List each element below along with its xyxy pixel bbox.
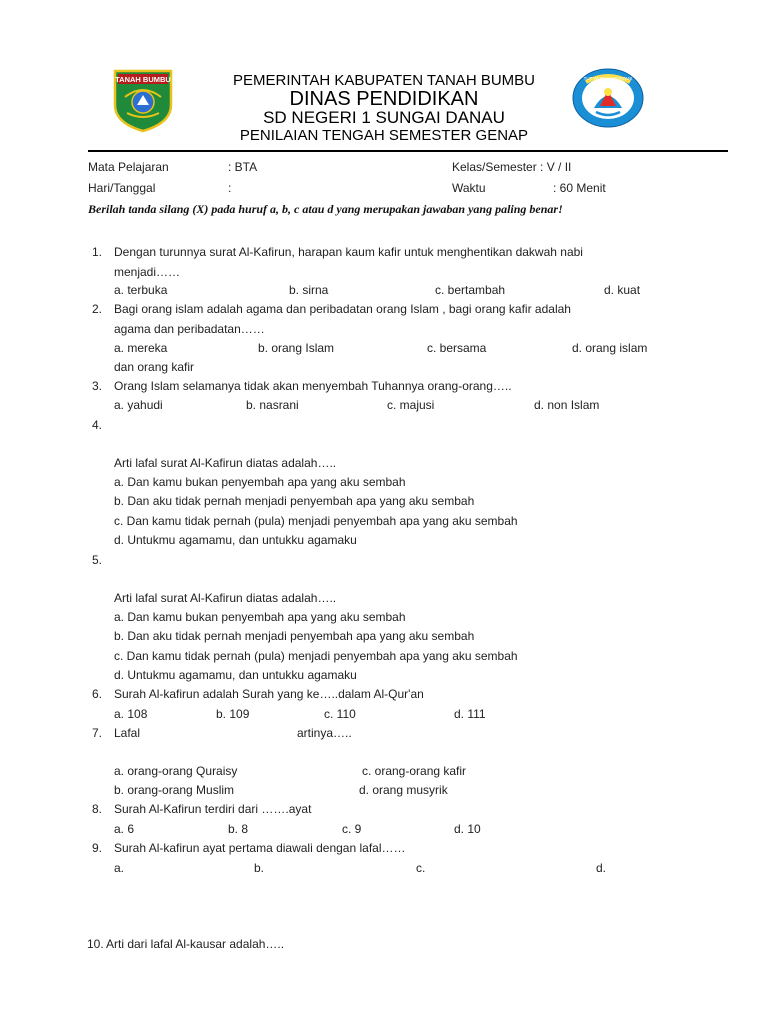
dept-title: DINAS PENDIDIKAN [289, 88, 479, 110]
q7-option-d: d. orang musyrik [359, 783, 448, 797]
gov-title: PEMERINTAH KABUPATEN TANAH BUMBU [233, 72, 535, 89]
q7-text: Lafal [114, 726, 141, 740]
q4-text: Arti lafal surat Al-Kafirun diatas adalah….. [114, 456, 337, 470]
q1-number: 1. [92, 245, 103, 259]
q6-option-a: a. 108 [114, 707, 148, 721]
time-value: : 60 Menit [553, 181, 606, 195]
q8-option-a: a. 6 [114, 822, 135, 836]
instruction: Berilah tanda silang (X) pada huruf a, b, c atau d yang merupakan jawaban yang paling benar! [88, 202, 563, 216]
school-title: SD NEGERI 1 SUNGAI DANAU [263, 108, 505, 127]
subject-label: Mata Pelajaran [88, 160, 169, 174]
q4-number: 4. [92, 418, 103, 432]
q10-number: 10. [87, 937, 104, 951]
q9-option-c: c. [416, 861, 426, 875]
q6-number: 6. [92, 687, 103, 701]
date-value: : [228, 181, 232, 195]
q4-option-a: a. Dan kamu bukan penyembah apa yang aku sembah [114, 475, 406, 489]
q6-option-d: d. 111 [454, 707, 486, 721]
q5-option-a: a. Dan kamu bukan penyembah apa yang aku sembah [114, 610, 406, 624]
q5-text: Arti lafal surat Al-Kafirun diatas adalah….. [114, 591, 337, 605]
q8-option-d: d. 10 [454, 822, 481, 836]
q1-text-cont: menjadi…… [114, 265, 181, 279]
q1-option-a: a. terbuka [114, 283, 168, 297]
q1-text: Dengan turunnya surat Al-Kafirun, harapan kaum kafir untuk menghentikan dakwah nabi [114, 245, 583, 259]
header-divider [88, 150, 728, 152]
date-label: Hari/Tanggal [88, 181, 156, 195]
time-label: Waktu [452, 181, 486, 195]
class-semester: Kelas/Semester : V / II [452, 160, 572, 174]
q7-option-a: a. orang-orang Quraisy [114, 764, 238, 778]
q4-option-b: b. Dan aku tidak pernah menjadi penyembah apa yang aku sembah [114, 494, 475, 508]
q7-option-c: c. orang-orang kafir [362, 764, 467, 778]
q3-option-c: c. majusi [387, 398, 435, 412]
q3-number: 3. [92, 379, 103, 393]
q3-option-b: b. nasrani [246, 398, 299, 412]
q4-option-c: c. Dan kamu tidak pernah (pula) menjadi penyembah apa yang aku sembah [114, 514, 518, 528]
q1-option-d: d. kuat [604, 283, 641, 297]
q7-option-b: b. orang-orang Muslim [114, 783, 235, 797]
q9-number: 9. [92, 841, 103, 855]
q8-text: Surah Al-Kafirun terdiri dari …….ayat [114, 802, 312, 816]
exam-title: PENILAIAN TENGAH SEMESTER GENAP [239, 127, 529, 144]
q9-option-a: a. [114, 861, 125, 875]
q10-text: Arti dari lafal Al-kausar adalah….. [106, 937, 285, 951]
q3-option-a: a. yahudi [114, 398, 163, 412]
q8-number: 8. [92, 802, 103, 816]
q9-text: Surah Al-kafirun ayat pertama diawali dengan lafal…… [114, 841, 406, 855]
q2-option-a: a. mereka [114, 341, 168, 355]
q3-option-d: d. non Islam [534, 398, 600, 412]
q2-option-c: c. bersama [427, 341, 487, 355]
q1-option-b: b. sirna [289, 283, 329, 297]
q2-text: Bagi orang islam adalah agama dan peribadatan orang Islam , bagi orang kafir adalah [114, 302, 571, 316]
logo-left-text: TANAH BUMBU [115, 75, 171, 84]
q4-option-d: d. Untukmu agamamu, dan untukku agamaku [114, 533, 357, 547]
subject-value: : BTA [228, 160, 258, 174]
q1-option-c: c. bertambah [435, 283, 506, 297]
logo-right-text: TUT WURI HANDAYANI [583, 76, 633, 81]
q9-option-d: d. [596, 861, 607, 875]
q6-option-b: b. 109 [216, 707, 250, 721]
q5-option-b: b. Dan aku tidak pernah menjadi penyembah apa yang aku sembah [114, 629, 475, 643]
q7-number: 7. [92, 726, 103, 740]
q2-text-cont: agama dan peribadatan…… [114, 322, 265, 336]
q6-option-c: c. 110 [324, 707, 356, 721]
q5-option-c: c. Dan kamu tidak pernah (pula) menjadi penyembah apa yang aku sembah [114, 649, 518, 663]
q8-option-c: c. 9 [342, 822, 362, 836]
q2-number: 2. [92, 302, 103, 316]
q8-option-b: b. 8 [228, 822, 249, 836]
q2-option-b: b. orang Islam [258, 341, 335, 355]
q5-number: 5. [92, 553, 103, 567]
q6-text: Surah Al-kafirun adalah Surah yang ke…..dalam Al-Qur'an [114, 687, 424, 701]
q2-option-d-cont: dan orang kafir [114, 360, 195, 374]
q3-text: Orang Islam selamanya tidak akan menyembah Tuhannya orang-orang….. [114, 379, 512, 393]
q7-text-cont: artinya….. [297, 726, 352, 740]
q5-option-d: d. Untukmu agamamu, dan untukku agamaku [114, 668, 357, 682]
q9-option-b: b. [254, 861, 265, 875]
q2-option-d: d. orang islam [572, 341, 648, 355]
